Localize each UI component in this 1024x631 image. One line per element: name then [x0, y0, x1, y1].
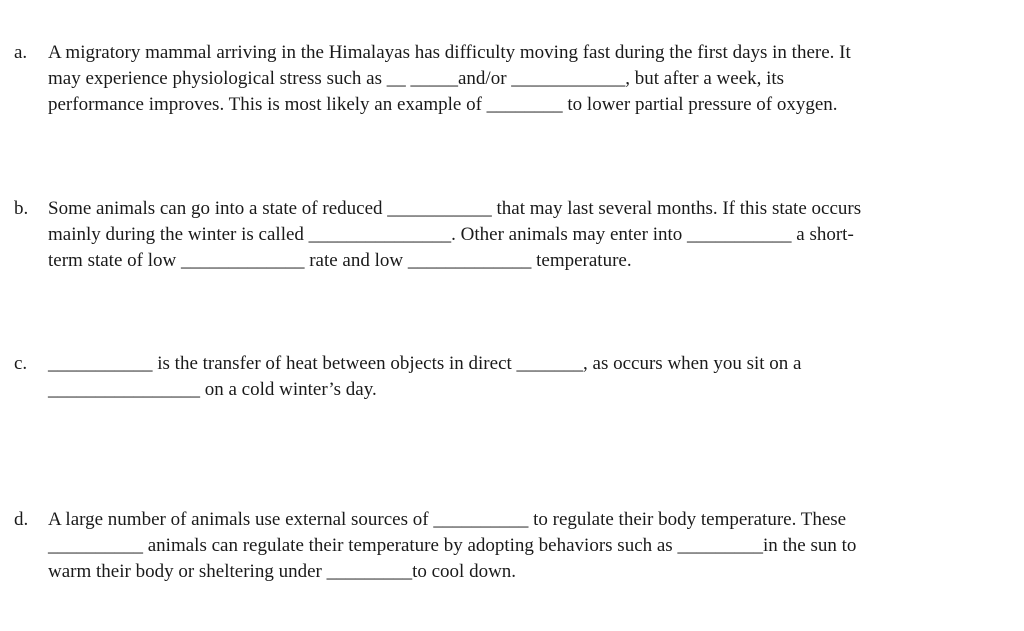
- question-text-line: A large number of animals use external sources of __________ to regulate their body temperature. These: [48, 509, 847, 530]
- question-label: c.: [14, 353, 28, 374]
- question-text-line: Some animals can go into a state of reduced ___________ that may last several months. If this state occurs: [48, 198, 862, 219]
- question-text-line: may experience physiological stress such as __ _____and/or ____________, but after a week, its: [48, 68, 785, 89]
- question-text-line: performance improves. This is most likely an example of ________ to lower partial pressure of oxygen.: [48, 94, 838, 115]
- question-text-line: A migratory mammal arriving in the Himalayas has difficulty moving fast during the first days in there. It: [48, 42, 851, 63]
- question-text-line: warm their body or sheltering under _________to cool down.: [48, 561, 517, 582]
- question-label: b.: [14, 198, 29, 219]
- question-text-line: mainly during the winter is called _______________. Other animals may enter into ___________ a short-: [48, 224, 854, 245]
- question-text-line: __________ animals can regulate their temperature by adopting behaviors such as _________in the sun to: [48, 535, 857, 556]
- question-text-line: term state of low _____________ rate and low _____________ temperature.: [48, 250, 632, 271]
- question-text-line: ________________ on a cold winter’s day.: [48, 379, 377, 400]
- question-label: d.: [14, 509, 29, 530]
- question-text-line: ___________ is the transfer of heat between objects in direct _______, as occurs when you sit on a: [48, 353, 802, 374]
- question-label: a.: [14, 42, 28, 63]
